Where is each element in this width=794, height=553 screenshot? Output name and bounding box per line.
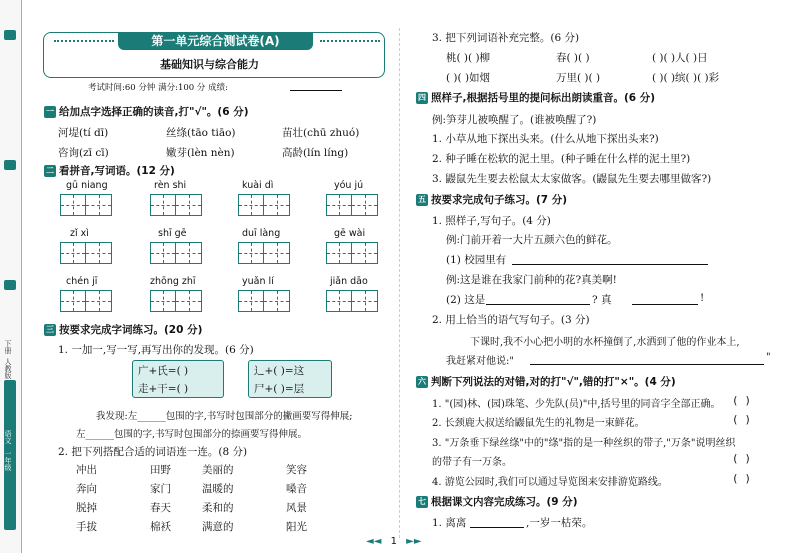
pinyin-label: shī gē: [158, 228, 187, 239]
idiom-fill[interactable]: 万里( )( ): [556, 72, 601, 84]
example-line: 例:这是谁在我家门前种的花?真美啊!: [446, 274, 617, 286]
spine-mark: [4, 280, 16, 290]
spine-mark: [4, 30, 16, 40]
idiom-fill[interactable]: ( )( )缤( )( )彩: [652, 72, 720, 84]
next-page-icon[interactable]: ►►: [406, 536, 422, 547]
match-word[interactable]: 柔和的: [202, 502, 234, 514]
writing-grid[interactable]: [326, 194, 378, 216]
pinyin-label: gē wài: [334, 228, 366, 239]
writing-grid[interactable]: [60, 242, 112, 264]
finding-line[interactable]: 我发现:左______包围的字,书写时包围部分的撇画要写得伸展;: [96, 411, 353, 422]
pinyin-label: chén jī: [66, 276, 98, 287]
match-word[interactable]: 田野: [150, 464, 171, 476]
pinyin-label: jiǎn dāo: [330, 276, 368, 287]
character-equation[interactable]: 广+氏=( ): [138, 365, 189, 377]
match-word[interactable]: 风景: [286, 502, 307, 514]
judge-item: 3. "万条垂下绿丝绦"中的"绦"指的是一种丝织的带子,"万条"说明丝织: [432, 438, 736, 449]
match-word[interactable]: 冲出: [76, 464, 97, 476]
pinyin-choice[interactable]: 丝绦(tāo tiāo): [166, 127, 236, 139]
judge-item: 2. 长颈鹿大叔送给鼹鼠先生的礼物是一束鲜花。: [432, 418, 645, 429]
writing-grid[interactable]: [150, 290, 202, 312]
pinyin-choice[interactable]: 咨询(zī cī): [58, 147, 109, 159]
pinyin-choice[interactable]: 嫩芽(lèn nèn): [166, 147, 235, 159]
idiom-fill[interactable]: 春( )( ): [556, 52, 590, 64]
answer-line[interactable]: [486, 304, 590, 305]
fill-prompt: ? 真: [592, 294, 612, 306]
idiom-fill[interactable]: 桃( )( )柳: [446, 52, 491, 64]
title-ornament: [320, 40, 380, 42]
writing-grid[interactable]: [238, 194, 290, 216]
question-1: 1. 照样子,写句子。(4 分): [432, 215, 551, 227]
match-word[interactable]: 奔向: [76, 483, 97, 495]
writing-grid[interactable]: [60, 194, 112, 216]
spine-term: 下册: [4, 340, 12, 354]
finding-line[interactable]: 左______包围的字,书写时包围部分的捺画要写得伸展。: [76, 429, 308, 440]
character-equation[interactable]: 走+干=( ): [138, 383, 189, 395]
pinyin-choice[interactable]: 高龄(lín líng): [282, 147, 349, 159]
pinyin-label: zǐ xì: [70, 228, 89, 239]
question-3: 3. 把下列词语补充完整。(6 分): [432, 32, 580, 44]
spine-subject: 语文: [4, 430, 12, 444]
character-equation[interactable]: 尸+( )=层: [254, 383, 305, 395]
answer-line[interactable]: [530, 364, 764, 365]
answer-line[interactable]: [512, 264, 708, 265]
character-equation[interactable]: 辶+( )=这: [254, 365, 305, 377]
judge-mark[interactable]: ( ): [732, 473, 751, 485]
spine-mark: [4, 160, 16, 170]
judge-mark[interactable]: ( ): [732, 414, 751, 426]
writing-grid[interactable]: [238, 290, 290, 312]
section-1-title: 一 给加点字选择正确的读音,打"√"。(6 分): [46, 106, 249, 118]
page-divider: [399, 28, 400, 538]
pinyin-label: yóu jú: [334, 180, 364, 191]
example-line: 例:门前开着一大片五颜六色的鲜花。: [446, 234, 618, 246]
question-1: 1. 一加一,写一写,再写出你的发现。(6 分): [58, 344, 254, 356]
page-title: 第一单元综合测试卷(A): [118, 33, 313, 50]
fill-prompt: !: [700, 292, 705, 304]
match-word[interactable]: 棉袄: [150, 521, 171, 533]
pinyin-label: duī làng: [242, 228, 281, 239]
pinyin-choice[interactable]: 河堤(tí dī): [58, 127, 109, 139]
section-7-title: 七 根据课文内容完成练习。(9 分): [418, 496, 578, 508]
stress-item[interactable]: 3. 鼹鼠先生要去松鼠太太家做客。(鼹鼠先生要去哪里做客?): [432, 173, 712, 185]
page-nav: [366, 536, 422, 547]
answer-line[interactable]: [632, 304, 698, 305]
fill-prompt: (2) 这是: [446, 294, 486, 306]
idiom-fill[interactable]: ( )( )人( )日: [652, 52, 708, 64]
writing-grid[interactable]: [150, 194, 202, 216]
idiom-fill[interactable]: ( )( )如烟: [446, 72, 491, 84]
example-line: 例:笋芽儿被唤醒了。(谁被唤醒了?): [432, 114, 597, 126]
match-word[interactable]: 家门: [150, 483, 171, 495]
pinyin-label: rèn shi: [154, 180, 187, 191]
section-4-title: 四 照样子,根据括号里的提问标出朗读重音。(6 分): [418, 92, 656, 104]
section-6-title: 六 判断下列说法的对错,对的打"√",错的打"×"。(4 分): [418, 376, 676, 388]
pinyin-label: yuǎn lí: [242, 276, 274, 287]
pinyin-choice[interactable]: 苗壮(chū zhuó): [282, 127, 360, 139]
judge-item: 的带子有一万条。: [432, 457, 512, 468]
spine-edition: 人教版: [4, 358, 12, 379]
writing-grid[interactable]: [60, 290, 112, 312]
story-line: ": [766, 352, 771, 363]
match-word[interactable]: 脱掉: [76, 502, 97, 514]
match-word[interactable]: 美丽的: [202, 464, 234, 476]
score-blank[interactable]: [290, 90, 342, 91]
stress-item[interactable]: 2. 种子睡在松软的泥土里。(种子睡在什么样的泥土里?): [432, 153, 691, 165]
stress-item[interactable]: 1. 小草从地下探出头来。(什么从地下探出头来?): [432, 133, 659, 145]
prev-page-icon[interactable]: ◄◄: [366, 536, 382, 547]
match-word[interactable]: 满意的: [202, 521, 234, 533]
pinyin-label: zhōng zhī: [150, 276, 196, 287]
writing-grid[interactable]: [238, 242, 290, 264]
match-word[interactable]: 嗓音: [286, 483, 307, 495]
fill-prompt: 1. 离离: [432, 517, 467, 529]
pinyin-label: kuài dì: [242, 180, 274, 191]
writing-grid[interactable]: [326, 290, 378, 312]
pinyin-label: gū niang: [66, 180, 108, 191]
question-2: 2. 用上恰当的语气写句子。(3 分): [432, 314, 590, 326]
writing-grid[interactable]: [326, 242, 378, 264]
page-subtitle: 基础知识与综合能力: [160, 58, 259, 71]
writing-grid[interactable]: [150, 242, 202, 264]
question-2: 2. 把下列搭配合适的词语连一连。(8 分): [58, 446, 248, 458]
page-number: 1: [390, 536, 397, 547]
match-word[interactable]: 笑容: [286, 464, 307, 476]
section-5-title: 五 按要求完成句子练习。(7 分): [418, 194, 568, 206]
answer-line[interactable]: [470, 527, 524, 528]
match-word[interactable]: 春天: [150, 502, 171, 514]
book-spine: [0, 0, 22, 553]
judge-item: 1. "(园)林、(园)珠笔、少先队(员)"中,括号里的同音字全部正确。: [432, 399, 721, 410]
section-2-title: 二 看拼音,写词语。(12 分): [46, 165, 175, 177]
spine-grade: 一年级: [4, 450, 12, 471]
match-word[interactable]: 温暖的: [202, 483, 234, 495]
title-ornament: [54, 40, 114, 42]
match-word[interactable]: 阳光: [286, 521, 307, 533]
judge-mark[interactable]: ( ): [732, 395, 751, 407]
fill-prompt: (1) 校园里有: [446, 254, 507, 266]
match-word[interactable]: 手拔: [76, 521, 97, 533]
judge-item: 4. 游览公园时,我们可以通过导览图来安排游览路线。: [432, 477, 668, 488]
section-3-title: 三 按要求完成字词练习。(20 分): [46, 324, 203, 336]
exam-meta: 考试时间:60 分钟 满分:100 分 成绩:: [88, 83, 228, 93]
story-line: 下课时,我不小心把小明的水杯撞倒了,水洒到了他的作业本上,: [470, 337, 740, 348]
judge-mark[interactable]: ( ): [732, 453, 751, 465]
story-line: 我赶紧对他说:": [446, 356, 514, 367]
fill-prompt: ,一岁一枯荣。: [526, 517, 593, 529]
